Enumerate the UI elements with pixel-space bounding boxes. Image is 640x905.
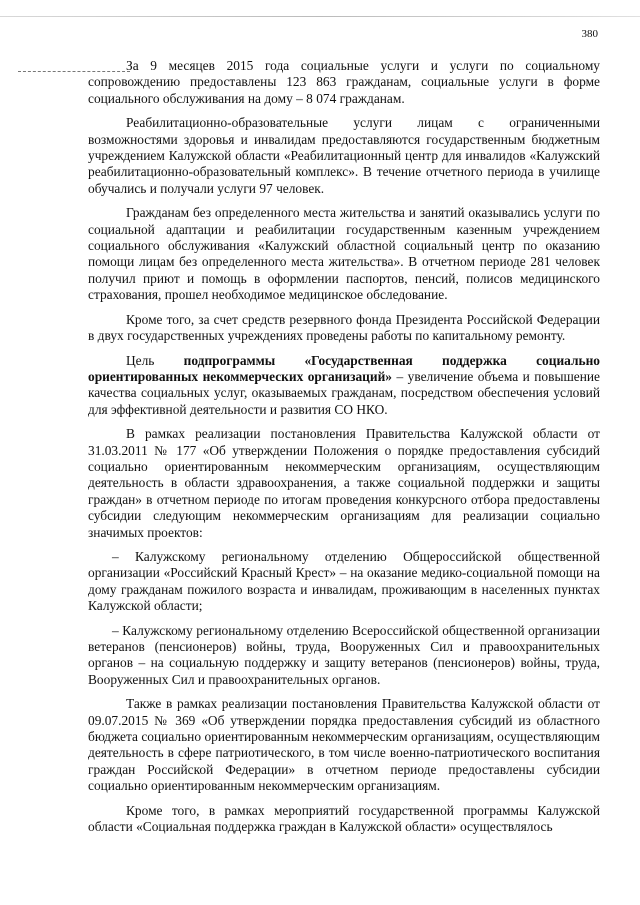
paragraph-homeless-assistance: Гражданам без определенного места жительства и занятий оказывались услуги по социальной адаптации и реабилитации государственным казенным учреждением социального обслуживания «Калужский областной социальный центр по оказанию помощи лицам без определенного места жительства». В отчетном периоде 281 человек получил приют и помощь в оформлении паспортов, пенсий, полисов медицинского страхования, прошел необходимое медицинское обследование. — [88, 205, 600, 303]
list-item-red-cross: – Калужскому региональному отделению Общероссийской общественной организации «Российский Красный Крест» – на оказание медико-социальной помощи на дому гражданам пожилого возраста и инвалидам, проживающим в населенных пунктах Калужской области; — [88, 548, 600, 614]
paragraph-services-9-months: За 9 месяцев 2015 года социальные услуги и услуги по социальному сопровождению предоставлены 123 863 гражданам, социальные услуги в форме социального обслуживания на дому – 8 074 гражданам. — [88, 58, 600, 106]
paragraph-rehabilitation: Реабилитационно-образовательные услуги лицам с ограниченными возможностями здоровья и инвалидам предоставляются государственным бюджетным учреждением Калужской области «Реабилитационный центр для инвалидов «Калужский реабилитационно-образовательный комплекс». В течение отчетного периода в училище обучались и получали услуги 97 человек. — [88, 115, 600, 196]
paragraph-resolution-177: В рамках реализации постановления Правительства Калужской области от 31.03.2011 № 177 «Об утверждении Положения о порядке предоставления субсидий социально ориентированным некоммерческим организациям, осуществляющим деятельность в области здравоохранения, а также социальной поддержки и защиты граждан» в отчетном периоде по итогам проведения конкурсного отбора предоставлены субсидии следующим некоммерческим организациям для реализации социально значимых проектов: — [88, 426, 600, 540]
paragraph-resolution-369: Также в рамках реализации постановления Правительства Калужской области от 09.07.2015 № 369 «Об утверждении порядка предоставления субсидий из областного бюджета социально ориентированным некоммерческим организациям, осуществляющим деятельность в сфере патриотического, в том числе военно-патриотического воспитания граждан Российской Федерации» в отчетном периоде предоставлены субсидии социально ориентированным некоммерческим организациям. — [88, 696, 600, 794]
goal-lead-text: Цель — [126, 352, 184, 368]
document-body — [88, 58, 600, 835]
paragraph-subprogram-goal — [88, 353, 600, 419]
goal-rest-text: – увеличение объема и повышение качества социальных услуг, оказываемых гражданам, посредством обеспечения условий для эффективной деятельности и развития СО НКО. — [88, 368, 600, 417]
page-number: 380 — [581, 28, 598, 40]
scan-edge-line — [0, 16, 640, 17]
subprogram-title: подпрограммы «Государственная поддержка социально ориентированных некоммерческих организаций» — [88, 352, 600, 384]
paragraph-reserve-fund: Кроме того, за счет средств резервного фонда Президента Российской Федерации в двух государственных учреждениях проведены работы по капитальному ремонту. — [88, 311, 600, 344]
paragraph-state-program: Кроме того, в рамках мероприятий государственной программы Калужской области «Социальная поддержка граждан в Калужской области» осуществлялось — [88, 802, 600, 835]
list-item-veterans: – Калужскому региональному отделению Всероссийской общественной организации ветеранов (пенсионеров) войны, труда, Вооруженных Сил и правоохранительных органов – на социальную поддержку и защиту ветеранов (пенсионеров) войны, труда, Вооруженных Сил и правоохранительных органов. — [88, 622, 600, 687]
